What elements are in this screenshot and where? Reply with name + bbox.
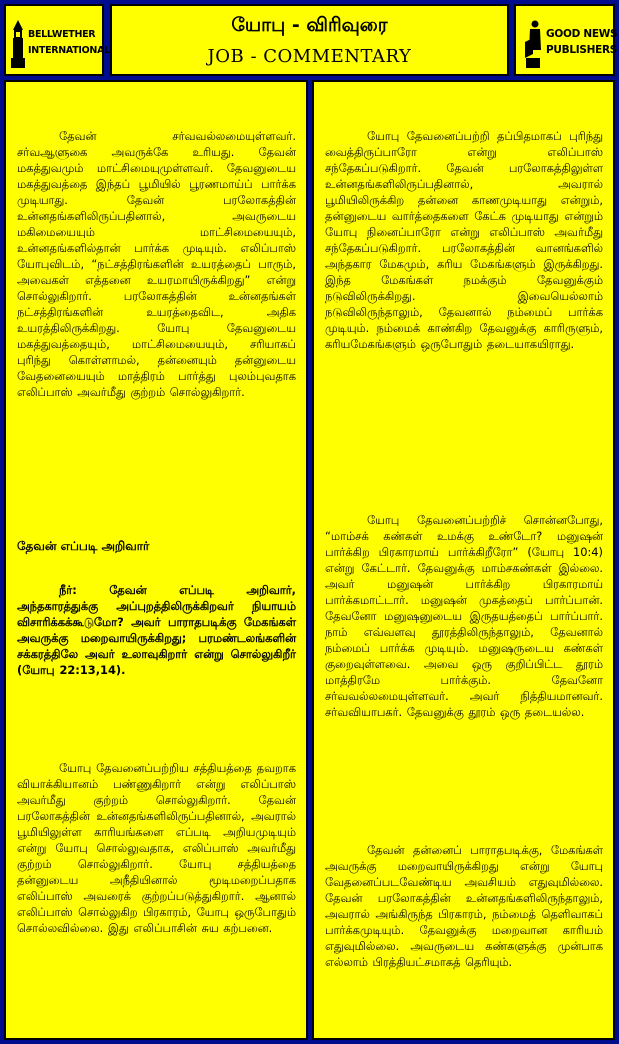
book-person-icon [524,20,542,72]
good-news-line1: GOOD NEWS [546,28,618,40]
page-title-english: JOB - COMMENTARY [207,46,412,67]
left-paragraph-2: யோபு தேவனைப்பற்றிய சத்தியத்தை தவறாக வியாக்கியானம் பண்ணுகிறார் என்று எலிப்பாஸ் அவர்மீது குற்றம் சொல்லுகிறார். தேவன் பரலோகத்தின் உன்னதங்களிலிருப்பதினால், அவரால் பூமியிலுள்ள காரியங்களை எப்படி அறியமுடியும் என்று யோபு சொல்லுவதாக, எலிப்பாஸ் அவர்மீது குற்றம் சொல்லுகிறார். யோபு சத்தியத்தை தன்னுடைய அநீதியினால் மூடிமறைப்பதாக எலிப்பாஸ் அவரைக் குற்றப்படுத்துகிறார். ஆனால் எலிப்பாஸ் சொல்லுகிற பிரகாரம், யோபு ஒருபோதும் சொல்லவில்லை. இது எலிப்பாசின் சுய கற்பனை. [17,761,296,935]
right-paragraph-2: யோபு தேவனைப்பற்றிச் சொன்னபோது, “மாம்சக் கண்கள் உமக்கு உண்டோ? மனுஷன் பார்க்கிற பிரகாரமாய் பார்க்கிறீரோ” (யோபு 10:4) என்று கேட்டார். தேவனுக்கு மாம்சகண்கள் இல்லை. அவர் மனுஷன் பார்க்கிற பிரகாரமாய் பார்க்கமாட்டார். மனுஷன் முகத்தைப் பார்ப்பான். தேவனோ மனுஷனுடைய இருதயத்தைப் பார்ப்பார். நாம் எவ்வளவு தூரத்திலிருந்தாலும், தேவனால் நம்மைப் பார்க்க முடியும். மனுஷருடைய கண்கள் குறைவுள்ளவை. அவை ஒரு குறிப்பிட்ட தூரம் மாத்திரமே பார்க்கும். தேவனோ சர்வவல்லமையுள்ளவர். அவர் நித்தியமானவர். சர்வவியாபகர். தேவனுக்கு தூரம் ஒரு தடையல்ல. [325,513,603,719]
bellwether-line1: BELLWETHER [28,29,96,40]
bellwether-line2: INTERNATIONAL [28,45,110,56]
scripture-quote: நீர்: தேவன் எப்படி அறிவார், அந்தகாரத்துக்கு அப்புறத்திலிருக்கிறவர் நியாயம் விசாரிக்கக்கூடுமோ? அவர் பாராதபடிக்கு மேகங்கள் அவருக்கு மறைவாயிருக்கிறது; பரமண்டலங்களின் சக்கரத்திலே அவர் உலாவுகிறார் என்று சொல்லுகிறீர் (யோபு 22:13,14). [17,583,296,677]
bell-tower-icon [10,20,26,72]
left-paragraph-1: தேவன் சர்வவல்லமையுள்ளவர். சர்வஆளுகை அவருக்கே உரியது. தேவன் மகத்துவமும் மாட்சிமையுமுள்ளவர். தேவனுடைய மகத்துவத்தை இந்தப் பூமியில் பூரணமாய்ப் பார்க்க முடியாது. தேவன் பரலோகத்தின் உன்னதங்களிலிருப்பதினால், அவருடைய மகிமையையும் மாட்சிமையையும், உன்னதங்களில்தான் பார்க்க முடியும். எலிப்பாஸ் யோபுவிடம், “நட்சத்திரங்களின் உயரத்தைப் பாரும், அவைகள் எத்தனை உயரமாயிருக்கிறது” என்று சொல்லுகிறார். பரலோகத்தின் உன்னதங்கள் நட்சத்திரங்களின் உயரத்தைவிட, அதிக உயரத்திலிருக்கிறது. யோபு தேவனுடைய மகத்துவத்தையும், மாட்சிமையையும், சரியாகப் புரிந்து கொள்ளாமல், தன்னையும் தன்னுடைய வேதனையையும் மாத்திரம் பார்த்து புலம்புவதாக எலிப்பாஸ் அவர்மீது குற்றம் சொல்லுகிறார். [17,129,296,399]
page-header [110,4,509,76]
right-column [312,80,615,1040]
right-paragraph-1: யோபு தேவனைப்பற்றி தப்பிதமாகப் புரிந்து வைத்திருப்பாரோ என்று எலிப்பாஸ் சந்தேகப்படுகிறார். தேவன் பரலோகத்திலுள்ள உன்னதங்களிலிருப்பதினால், அவரால் பூமியிலிருக்கிற தன்னை காணமுடியாது என்றும், தன்னுடைய வார்த்தைகளை கேட்க முடியாது என்றும் யோபு நினைப்பாரோ என்று எலிப்பாஸ் அவர்மீது சந்தேகப்படுகிறார். பரலோகத்தின் வானங்களில் அந்தகார மேகமும், கரிய மேகங்களும் இருக்கிறது. இந்த மேகங்கள் நமக்கும் தேவனுக்கும் நடுவிலிருக்கிறது. இவையெல்லாம் நடுவிலிருந்தாலும், தேவனால் நம்மைப் பார்க்க முடியும். நம்மைக் காண்கிற தேவனுக்கு காரிருளும், கரியமேகங்களும் ஒருபோதும் தடையாகயிராது. [325,129,603,351]
left-column [4,80,308,1040]
page-title-tamil: யோபு - விரிவுரை [231,14,388,36]
right-paragraph-3: தேவன் தன்னைப் பாராதபடிக்கு, மேகங்கள் அவருக்கு மறைவாயிருக்கிறது என்று யோபு வேதனைப்படவேண்டிய அவசியம் எதுவுமில்லை. தேவன் பரலோகத்தின் உன்னதங்களிலிருந்தாலும், அவரால் அங்கிருந்த பிரகாரம், நம்மைத் தெளிவாகப் பார்க்கமுடியும். தேவனுக்கு மறைவான காரியம் எதுவுமில்லை. அவருடைய கண்களுக்கு முன்பாக எல்லாம் பிரத்தியட்சமாகத் தெரியும். [325,843,603,969]
section-heading: தேவன் எப்படி அறிவார் [17,539,150,553]
good-news-line2: PUBLISHERS [546,44,617,56]
bellwether-logo [4,4,110,76]
good-news-logo [514,4,618,76]
